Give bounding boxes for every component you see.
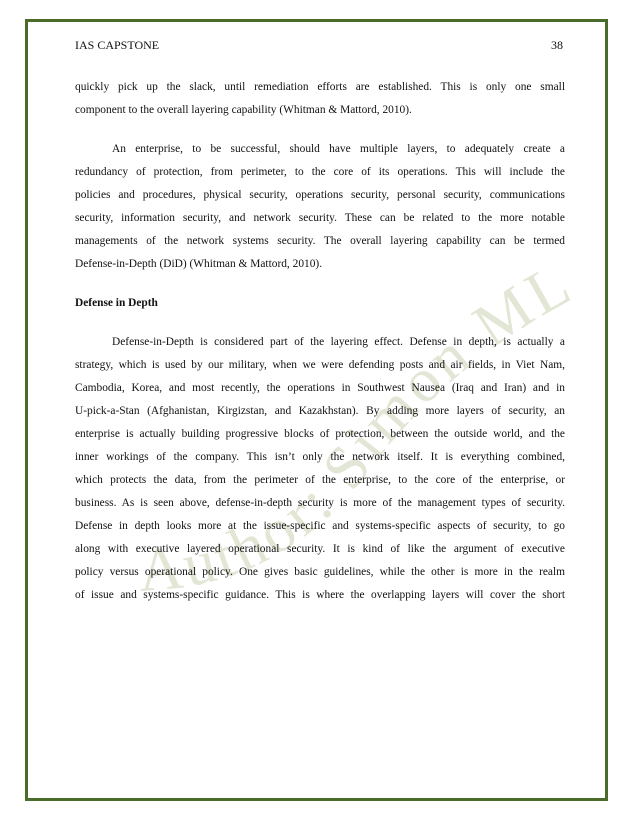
text-line: Defense-in-Depth is considered part of the layering effect. Defense in depth, is actually a bbox=[112, 336, 565, 348]
text-line: Defense in depth looks more at the issue-specific and systems-specific aspects of security, to go bbox=[75, 520, 565, 532]
watermark-text: Author: Simon ML bbox=[135, 260, 585, 605]
text-line: An enterprise, to be successful, should have multiple layers, to adequately create a bbox=[112, 143, 565, 155]
page-header bbox=[75, 38, 563, 53]
page-number: 38 bbox=[551, 38, 563, 52]
text-line: which protects the data, from the perimeter of the enterprise, to the core of the enterprise, or bbox=[75, 474, 565, 486]
text-line: managements of the network systems security. The overall layering capability can be termed bbox=[75, 235, 565, 247]
text-line: policies and procedures, physical security, operations security, personal security, communications bbox=[75, 189, 565, 201]
document-body bbox=[75, 76, 565, 607]
text-line: policy versus operational policy. One gives basic guidelines, while the other is more in the realm bbox=[75, 566, 565, 578]
text-line: U-pick-a-Stan (Afghanistan, Kirgizstan, and Kazakhstan). By adding more layers of security, an bbox=[75, 405, 565, 417]
paragraph-1 bbox=[75, 76, 565, 122]
paragraph-2 bbox=[75, 138, 565, 276]
running-head: IAS CAPSTONE bbox=[75, 38, 160, 52]
text-line: component to the overall layering capability (Whitman & Mattord, 2010). bbox=[75, 104, 412, 116]
text-line: Defense-in-Depth (DiD) (Whitman & Mattord, 2010). bbox=[75, 258, 323, 270]
paragraph-3 bbox=[75, 331, 565, 607]
section-heading: Defense in Depth bbox=[75, 297, 158, 309]
text-line: inner workings of the company. This isn’t only the network itself. It is everything combined, bbox=[75, 451, 565, 463]
text-line: of issue and systems-specific guidance. This is where the overlapping layers will cover the short bbox=[75, 589, 565, 601]
text-line: business. As is seen above, defense-in-depth security is more of the management types of security. bbox=[75, 497, 565, 509]
text-line: Cambodia, Korea, and most recently, the operations in Southwest Nausea (Iraq and Iran) and in bbox=[75, 382, 565, 394]
text-line: security, information security, and network security. These can be related to the more notable bbox=[75, 212, 565, 224]
text-line: quickly pick up the slack, until remediation efforts are established. This is only one small bbox=[75, 81, 565, 93]
text-line: redundancy of protection, from perimeter, to the core of its operations. This will include the bbox=[75, 166, 565, 178]
text-line: along with executive layered operational security. It is kind of like the argument of executive bbox=[75, 543, 565, 555]
text-line: enterprise is actually building progressive blocks of protection, between the outside world, and the bbox=[75, 428, 565, 440]
text-line: strategy, which is used by our military, when we were defending posts and air fields, in Viet Nam, bbox=[75, 359, 565, 371]
